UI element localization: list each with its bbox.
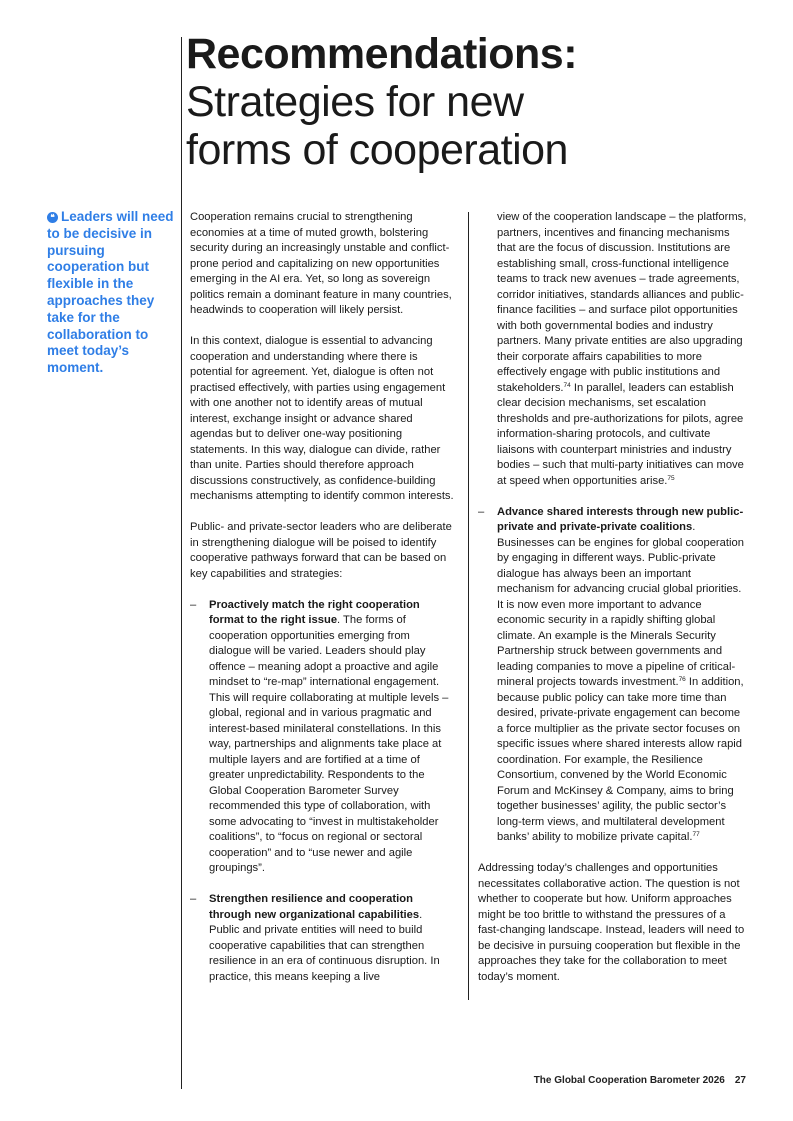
pull-quote-text: Leaders will need to be decisive in pursuing cooperation but flexible in the approaches they take for the collaboration to meet today’s moment. <box>47 209 174 376</box>
bullet-heading: Proactively match the right cooperation format to the right issue <box>209 598 420 626</box>
footnote-ref[interactable]: 75 <box>667 474 675 482</box>
title-bold: Recommendations: <box>186 30 578 78</box>
body-column-right <box>478 210 748 1001</box>
bullet-dash: – <box>478 505 485 518</box>
paragraph: Public- and private-sector leaders who are deliberate in strengthening dialogue will be poised to identify cooperative pathways forward that can be based on key capabilities and strategies: <box>190 521 452 580</box>
pull-quote <box>47 209 175 377</box>
title-line-3: forms of cooperation <box>186 126 568 174</box>
paragraph: In this context, dialogue is essential to advancing cooperation and understanding where there is potential for agreement. Yet, dialogue is often not practised effectively, with parties using engagement with one another not to identify areas of mutual interest, exchange insight or advance shared agendas but to deliver one-way positioning statements. In this way, dialogue can divide, rather than unite. Parties should therefore approach discussions constructively, as confidence-building mechanisms attempting to identify common interests. <box>190 335 454 502</box>
footnote-ref[interactable]: 77 <box>692 831 700 838</box>
page-number: 27 <box>734 1075 746 1086</box>
bullet-body: . Public and private entities will need to build cooperative capabilities that can strengthen resilience in an era of continuous disruption. In practice, this means keeping a live <box>209 908 440 983</box>
paragraph: Cooperation remains crucial to strengthening economies at a time of muted growth, bolstering security during an increasingly unstable and conflict-prone period and capitalizing on new opportunities emerging in the AI era. Yet, so long as sovereign politics remain a dominant feature in many countries, headwinds to cooperation will likely persist. <box>190 211 452 316</box>
title-line-2: Strategies for new <box>186 78 524 126</box>
list-item <box>190 598 454 877</box>
body-column-left <box>190 210 454 1001</box>
column-rule <box>468 212 469 1000</box>
page-footer <box>534 1075 746 1086</box>
footnote-ref[interactable]: 74 <box>563 381 571 389</box>
list-item <box>190 892 454 985</box>
footer-title: The Global Cooperation Barometer 2026 <box>533 1075 725 1086</box>
bullet-body: view of the cooperation landscape – the platforms, partners, incentives and financing mechanisms that are the focus of discussion. Institutions are establishing small, cross-functional intelligence teams to track new avenues – trade agreements, corridor initiatives, standards alliances and public-finance facilities – and surface pilot opportunities with both governmental bodies and industry partners. Many private entities are also upgrading their corporate affairs capabilities to more effectively engage with public institutions and stakeholders. <box>497 211 747 394</box>
list-item-continued <box>478 210 748 489</box>
bullet-heading: Strengthen resilience and cooperation through new organizational capabilities <box>209 893 420 921</box>
quote-icon: ❝ <box>47 212 58 223</box>
list-item <box>478 505 748 846</box>
footnote-ref[interactable]: 76 <box>678 676 686 683</box>
bullet-body: . The forms of cooperation opportunities emerging from dialogue will be varied. Leaders should play offence – meaning adopt a proactive and agile mindset to “re-map” international engagement. This will require collaborating at multiple levels – global, regional and in various pragmatic and interest-based minilateral constellations. In this way, partnerships and alignments take place at multiple layers and are fortified at a time of greater unpredictability. Respondents to the Global Cooperation Barometer Survey recommended this type of collaboration, with some advocating to “invest in multistakeholder coalitions”, to “focus on regional or sectoral cooperation” and to “use newer and agile groupings”. <box>209 614 449 874</box>
paragraph: Addressing today’s challenges and opportunities necessitates collaborative action. The question is not whether to cooperate but how. Uniform approaches might be too brittle to withstand the pressures of a fast-changing landscape. Instead, leaders will need to be decisive in pursuing cooperation but flexible in the approaches they take for the collaboration to meet today’s moment. <box>478 862 745 983</box>
bullet-body: . Businesses can be engines for global cooperation by engaging in different ways. Public-private dialogue has always been an important mechanism for advancing crucial global priorities. It is now even more important to advance economic security in a rapidly shifting global climate. An example is the Minerals Security Partnership struck between governments and leading companies to move a pipeline of critical-mineral projects towards investment. <box>497 521 744 688</box>
bullet-dash: – <box>190 598 197 611</box>
bullet-dash: – <box>190 893 197 905</box>
bullet-body: In parallel, leaders can establish clear decision mechanisms, set escalation thresholds and pre-authorizations for pilots, agree information-sharing protocols, and cultivate liaisons with counterpart ministries and industry bodies – such that multi-party initiatives can move at speed when opportunities arise. <box>497 381 744 487</box>
bullet-heading: Advance shared interests through new public-private and private-private coalitions <box>497 505 744 533</box>
page-title <box>186 30 746 174</box>
bullet-body: In addition, because public policy can take more time than desired, private-private engagement can become a force multiplier as the private sector focuses on specific issues where shared interests allow rapid coordination. For example, the Resilience Consortium, convened by the World Economic Forum and McKinsey & Company, aims to bring together businesses’ agility, the public sector’s long-term views, and multilateral development banks’ ability to mobilize private capital. <box>497 676 744 843</box>
title-rule <box>181 37 182 1089</box>
